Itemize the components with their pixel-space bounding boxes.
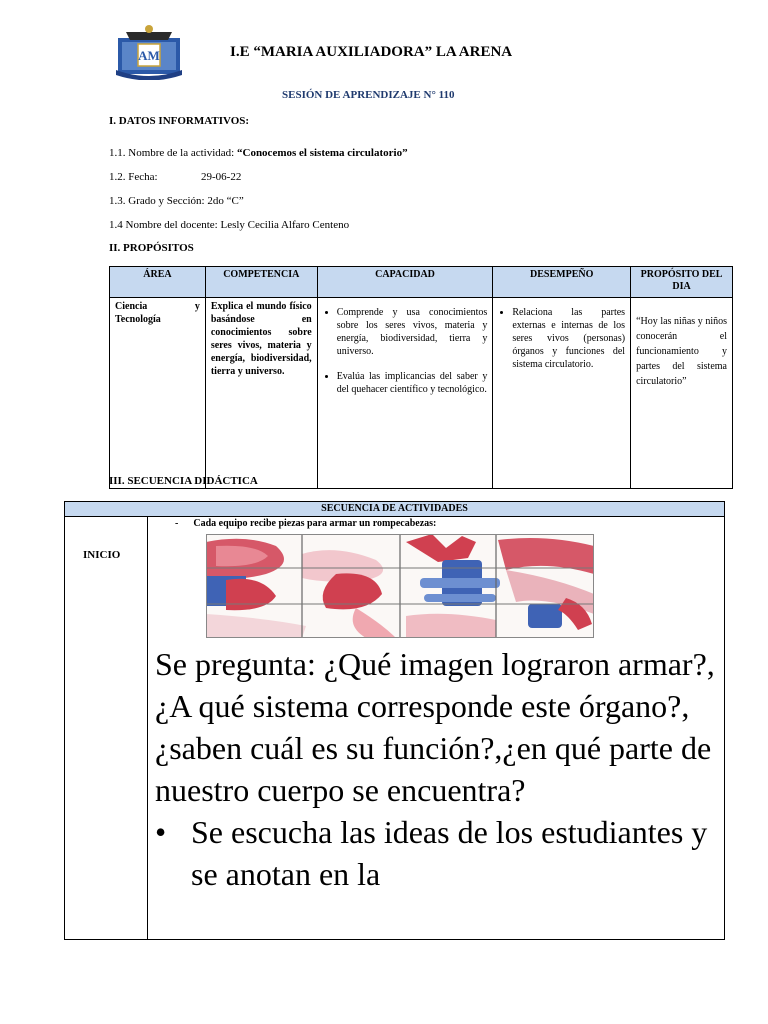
phase-cell bbox=[65, 517, 148, 939]
header-capacidad: CAPACIDAD bbox=[317, 267, 493, 298]
activity-name bbox=[109, 147, 408, 159]
date-value: 29-06-22 bbox=[201, 171, 242, 183]
session-title: SESIÓN DE APRENDIZAJE N° 110 bbox=[282, 89, 455, 101]
logo-letters: AM bbox=[138, 48, 160, 63]
grade-section: 1.3. Grado y Sección: 2do “C” bbox=[109, 195, 244, 207]
header-area: ÁREA bbox=[110, 267, 206, 298]
header-proposito: PROPÓSITO DEL DIA bbox=[631, 267, 733, 298]
section-secuencia-title: III. SECUENCIA DIDÁCTICA bbox=[109, 475, 258, 487]
cell-proposito: “Hoy las niñas y niños conocerán el funcionamiento y partes del sistema circulatorio” bbox=[631, 298, 733, 489]
header-desempeno: DESEMPEÑO bbox=[493, 267, 631, 298]
section-datos-title: I. DATOS INFORMATIVOS: bbox=[109, 115, 250, 127]
question-block bbox=[155, 643, 724, 895]
heart-puzzle-image bbox=[206, 534, 594, 638]
purposes-table bbox=[109, 266, 733, 489]
task-text bbox=[175, 518, 436, 529]
activity-value: “Conocemos el sistema circulatorio” bbox=[237, 147, 408, 159]
bullet-symbol: • bbox=[155, 814, 167, 850]
school-name: I.E “MARIA AUXILIADORA” LA ARENA bbox=[230, 44, 513, 60]
capacidad-item: • Comprende y usa conocimientos sobre los seres vivos, materia y energía, biodiversidad, tierra y universo. bbox=[337, 306, 488, 358]
task-dash: - bbox=[175, 518, 179, 529]
phase-label: INICIO bbox=[83, 549, 121, 561]
date-label: 1.2. Fecha: bbox=[109, 171, 158, 183]
header-competencia: COMPETENCIA bbox=[205, 267, 317, 298]
capacidad-item: • Evalúa las implicancias del saber y del quehacer científico y tecnológico. bbox=[337, 370, 488, 396]
cell-area bbox=[110, 298, 206, 489]
cell-competencia: Explica el mundo físico basándose en conocimientos sobre seres vivos, materia y energía, biodiversidad, tierra y universo. bbox=[205, 298, 317, 489]
sequence-header: SECUENCIA DE ACTIVIDADES bbox=[65, 502, 724, 517]
bullet-text: Se escucha las ideas de los estudiantes y se anotan en la bbox=[191, 814, 708, 892]
cell-capacidad bbox=[317, 298, 493, 489]
activity-label: 1.1. Nombre de la actividad: bbox=[109, 147, 237, 159]
teacher-name: 1.4 Nombre del docente: Lesly Cecilia Alfaro Centeno bbox=[109, 219, 350, 231]
bullet-line bbox=[155, 811, 724, 895]
area-text: Ciencia y Tecnología bbox=[115, 301, 200, 325]
task-label: Cada equipo recibe piezas para armar un rompecabezas: bbox=[193, 518, 437, 529]
cell-desempeno bbox=[493, 298, 631, 489]
sequence-table bbox=[64, 501, 725, 940]
school-logo bbox=[112, 20, 186, 80]
desempeno-item: • Relaciona las partes externas e internas de los seres vivos (personas) órganos y funciones del sistema circulatorio. bbox=[512, 306, 625, 371]
section-propositos-title: II. PROPÓSITOS bbox=[109, 242, 194, 254]
question-text: Se pregunta: ¿Qué imagen lograron armar?,¿A qué sistema corresponde este órgano?, ¿saben cuál es su función?,¿en qué parte de nuestro cuerpo se encuentra? bbox=[155, 646, 715, 808]
activity-cell bbox=[148, 517, 724, 939]
